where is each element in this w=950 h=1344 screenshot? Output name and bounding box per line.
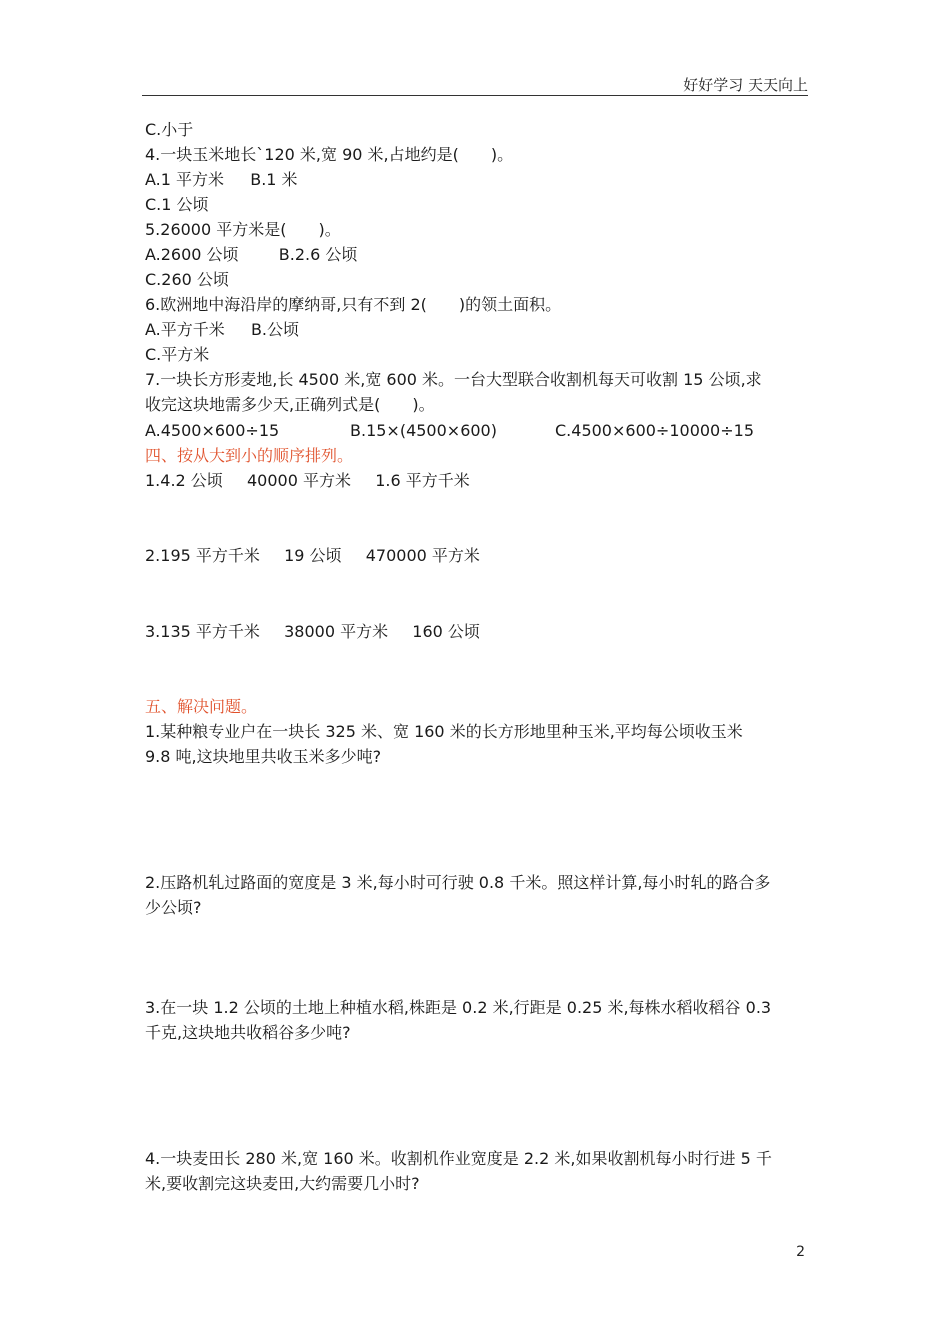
ordering-value: 3.135 平方千米 bbox=[145, 622, 260, 641]
q6-stem: 6.欧洲地中海沿岸的摩纳哥,只有不到 2( )的领土面积。 bbox=[145, 295, 562, 314]
problem-3-line-1: 3.在一块 1.2 公顷的土地上种植水稻,株距是 0.2 米,行距是 0.25 米,每株水稻收稻谷 0.3 bbox=[145, 998, 772, 1017]
q3-option-c: C.小于 bbox=[145, 120, 194, 139]
header-divider bbox=[142, 95, 808, 96]
problem-2-line-1: 2.压路机轧过路面的宽度是 3 米,每小时可行驶 0.8 千米。照这样计算,每小时轧的路合多 bbox=[145, 873, 771, 892]
problem-2-line-2: 少公顷? bbox=[145, 898, 202, 917]
q7-stem-line-1: 7.一块长方形麦地,长 4500 米,宽 600 米。一台大型联合收割机每天可收割 15 公顷,求 bbox=[145, 370, 762, 389]
q7-option-a: A.4500×600÷15 bbox=[145, 421, 280, 440]
ordering-item-1 bbox=[145, 471, 470, 491]
q6-options bbox=[145, 320, 299, 340]
q4-options bbox=[145, 170, 298, 190]
q6-option-c: C.平方米 bbox=[145, 345, 210, 364]
ordering-value: 2.195 平方千米 bbox=[145, 546, 260, 565]
q5-option-b: B.2.6 公顷 bbox=[278, 245, 358, 264]
ordering-value: 470000 平方米 bbox=[365, 546, 480, 565]
q4-option-c: C.1 公顷 bbox=[145, 195, 209, 214]
ordering-value: 19 公顷 bbox=[284, 546, 342, 565]
ordering-item-2 bbox=[145, 546, 480, 566]
ordering-value: 1.6 平方千米 bbox=[375, 471, 470, 490]
ordering-value: 1.4.2 公顷 bbox=[145, 471, 223, 490]
q4-option-b: B.1 米 bbox=[250, 170, 298, 189]
q5-stem: 5.26000 平方米是( )。 bbox=[145, 220, 341, 239]
q6-option-b: B.公顷 bbox=[250, 320, 300, 339]
ordering-value: 40000 平方米 bbox=[247, 471, 351, 490]
section-5-title: 五、解决问题。 bbox=[145, 697, 258, 716]
ordering-value: 38000 平方米 bbox=[284, 622, 389, 641]
ordering-value: 160 公顷 bbox=[412, 622, 480, 641]
q7-option-b: B.15×(4500×600) bbox=[350, 421, 497, 440]
problem-3-line-2: 千克,这块地共收稻谷多少吨? bbox=[145, 1023, 351, 1042]
section-4-title: 四、按从大到小的顺序排列。 bbox=[145, 446, 354, 465]
q5-options bbox=[145, 245, 357, 265]
q5-option-c: C.260 公顷 bbox=[145, 270, 229, 289]
problem-4-line-1: 4.一块麦田长 280 米,宽 160 米。收割机作业宽度是 2.2 米,如果收割机每小时行进 5 千 bbox=[145, 1149, 772, 1168]
header-motto: 好好学习 天天向上 bbox=[683, 76, 808, 94]
ordering-item-3 bbox=[145, 622, 480, 642]
problem-1-line-1: 1.某种粮专业户在一块长 325 米、宽 160 米的长方形地里种玉米,平均每公顷收玉米 bbox=[145, 722, 743, 741]
q7-option-c: C.4500×600÷10000÷15 bbox=[555, 421, 754, 440]
problem-4-line-2: 米,要收割完这块麦田,大约需要几小时? bbox=[145, 1174, 420, 1193]
page-number: 2 bbox=[796, 1244, 805, 1260]
q6-option-a: A.平方千米 bbox=[145, 320, 225, 339]
problem-1-line-2: 9.8 吨,这块地里共收玉米多少吨? bbox=[145, 747, 382, 766]
q5-option-a: A.2600 公顷 bbox=[145, 245, 239, 264]
q4-option-a: A.1 平方米 bbox=[145, 170, 225, 189]
q7-stem-line-2: 收完这块地需多少天,正确列式是( )。 bbox=[145, 395, 435, 414]
q4-stem: 4.一块玉米地长`120 米,宽 90 米,占地约是( )。 bbox=[145, 145, 514, 164]
